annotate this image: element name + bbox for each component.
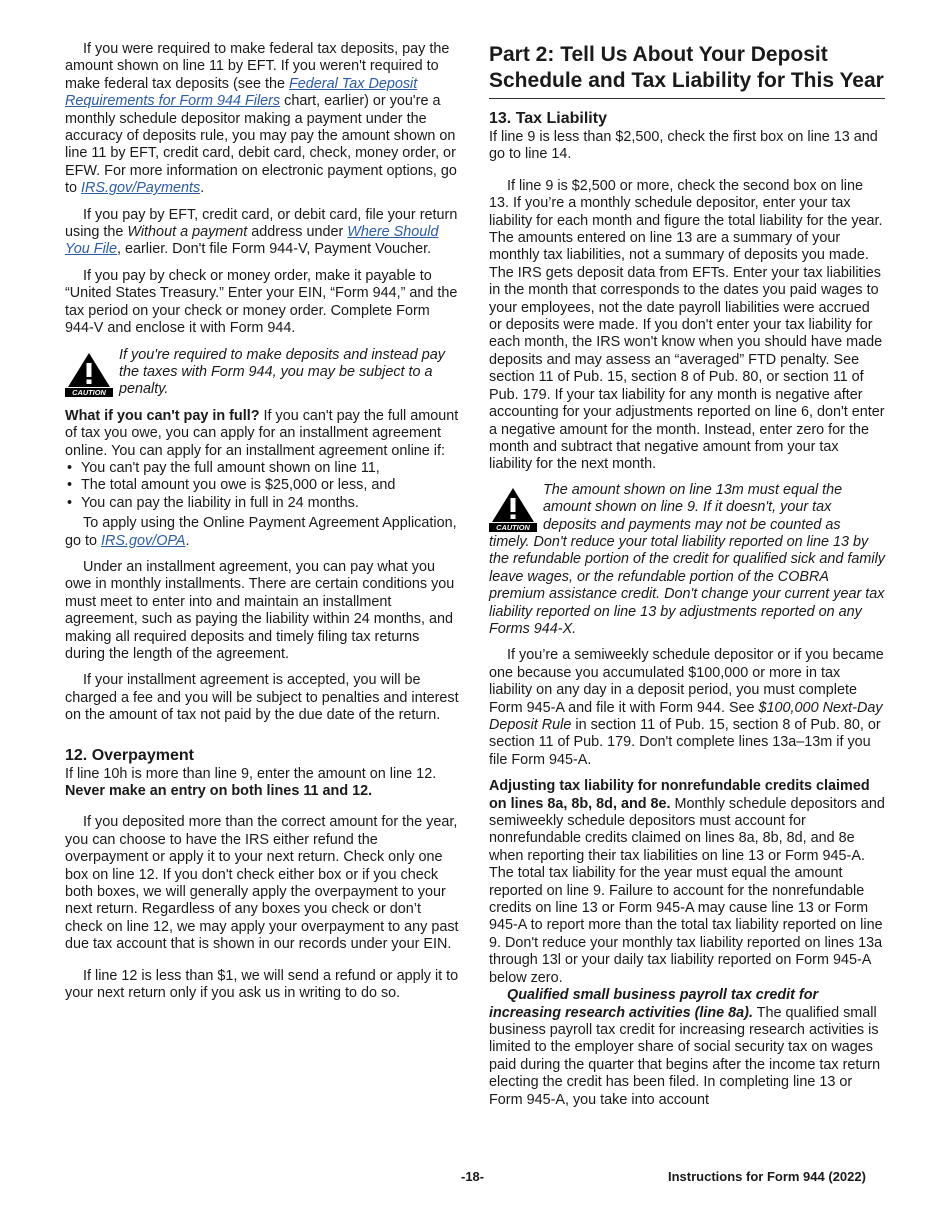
small-refund-paragraph: If line 12 is less than $1, we will send a refund or apply it to your next return only if you ask us in writing to do so. <box>65 967 459 1002</box>
semiweekly-depositor-paragraph: If you’re a semiweekly schedule depositor or if you became one because you accumulated $100,000 or more in tax liability on any day in a deposit period, you must complete Form 945-A and file it with Form 944. See $100,000 Next-Day Deposit Rule in section 11 of Pub. 15, section 8 of Pub. 80, or section 11 of Pub. 179. Don't complete lines 13a–13m if you file Form 945-A. <box>489 647 884 768</box>
payment-methods-paragraph: If you were required to make federal tax deposits, pay the amount shown on line 11 by EFT. If you weren't required to make federal tax deposits (see the Federal Tax Deposit Requirements for Form 944 Filers chart, earlier) or you're a monthly schedule depositor making a payment under the accuracy of deposits rule, you may pay the amount shown on line 11 by EFT, credit card, debit card, check, money order, or EFW. For more information on electronic payment options, go to IRS.gov/Payments. <box>65 41 457 197</box>
caution-icon <box>65 351 113 397</box>
caution-label: CAUTION <box>72 387 106 397</box>
part-2-title: Part 2: Tell Us About Your Deposit Schedule and Tax Liability for This Year <box>489 42 885 99</box>
cant-pay-paragraph: What if you can't pay in full? If you can't pay the full amount of tax you owe, you can apply for an installment agreement online. You can apply for an installment agreement online if: <box>65 407 459 459</box>
document-title-footer: Instructions for Form 944 (2022) <box>668 1169 866 1184</box>
installment-fee-paragraph: If your installment agreement is accepted, you will be charged a fee and you will be subject to penalties and interest on the amount of tax not paid by the due date of the return. <box>65 672 459 724</box>
installment-conditions-list <box>65 460 460 512</box>
line-13-first-box-paragraph: If line 9 is less than $2,500, check the first box on line 13 and go to line 14. <box>489 129 878 163</box>
caution-icon <box>489 486 537 532</box>
caution-label: CAUTION <box>496 522 530 532</box>
overpayment-intro-paragraph: If line 10h is more than line 9, enter the amount on line 12. Never make an entry on both lines 11 and 12. <box>65 765 437 800</box>
where-should-you-file-link[interactable]: Where Should You File <box>65 224 439 258</box>
irs-payments-link[interactable]: IRS.gov/Payments <box>81 180 201 197</box>
caution-note-penalty: CAUTION If you're required to make deposits and instead pay the taxes with Form 944, you may be subject to a penalty. <box>65 347 460 399</box>
research-credit-paragraph: Qualified small business payroll tax credit for increasing research activities (line 8a). The qualified small business payroll tax credit for increasing research activities is limited to the employer share of social security tax on wages paid during the quarter that begins after the income tax return electing the credit has been filed. In completing line 13 or Form 945-A, you take into account <box>489 987 881 1108</box>
left-column <box>65 41 460 1003</box>
nonrefundable-credits-paragraph: Adjusting tax liability for nonrefundable credits claimed on lines 8a, 8b, 8d, and 8e. Monthly schedule depositors and semiweekly schedule depositors must account for nonrefundable credits claimed on lines 8a, 8b, 8d, and 8e when reporting their tax liabilities on line 13 or Form 945-A. The total tax liability for the year must equal the amount reported on line 9. Failure to account for the nonrefundable credits on line 13 or Form 945-A may cause line 13 or Form 945-A to report more than the total tax liability reported on line 9. Don't reduce your monthly tax liability reported on lines 13a through 13l or your daily tax liability reported on Form 945-A below zero. <box>489 778 885 986</box>
caution-note-line-13m: CAUTION The amount shown on line 13m must equal the amount shown on line 9. If it doesn't, your tax deposits and payments may not be counted as timely. Don't reduce your total liability reported on line 13 by the refundable portion of the credit for qualified sick and family leave wages, or the refundable portion of the COBRA premium assistance credit. Don't change your current year tax liability reported on line 13 by adjustments reported on any Forms 944-X. <box>489 481 885 637</box>
ftd-requirements-link[interactable]: Federal Tax Deposit Requirements for Form 944 Filers <box>65 75 418 110</box>
overpayment-refund-paragraph: If you deposited more than the correct amount for the year, you can choose to have the IRS either refund the overpayment or apply it to your next return. Check only one box on line 12. If you don't check either box or if you check both boxes, we will generally apply the overpayment to your next return. Regardless of any boxes you check or don’t check on line 12, we may apply your overpayment to any past due tax account that is shown in our records under your EIN. <box>65 814 459 953</box>
page-number: -18- <box>461 1169 485 1184</box>
eft-filing-paragraph: If you pay by EFT, credit card, or debit card, file your return using the Without a payment address under Where Should You File, earlier. Don't file Form 944-V, Payment Voucher. <box>65 206 458 258</box>
monthly-liability-paragraph: If line 9 is $2,500 or more, check the second box on line 13. If you’re a monthly schedule depositor, enter your tax liability for each month and figure the total liability for the year. The amounts entered on line 13 are a summary of your monthly tax liabilities, not a summary of deposits you made. The IRS gets deposit data from EFTs. Enter your tax liabilities in the month that corresponds to the dates you paid wages to your employees, not the date payroll liabilities were accrued or deposits were made. If you don't enter your tax liability for each month, the IRS won't know when you should have made deposits and may assess an “averaged” FTD penalty. See section 11 of Pub. 15, section 8 of Pub. 80, or section 11 of Pub. 179. If your tax liability for any month is negative after accounting for your adjustments reported on line 6, don't enter a negative amount for the month. Instead, enter zero for the month and subtract that negative amount from your tax liability for the next month. <box>489 177 885 473</box>
right-column <box>489 41 885 1109</box>
irs-opa-link[interactable]: IRS.gov/OPA <box>101 532 186 549</box>
tax-liability-heading: 13. Tax Liability <box>489 110 607 127</box>
overpayment-heading: 12. Overpayment <box>65 746 194 764</box>
list-item: • The total amount you owe is $25,000 or less, and <box>65 477 460 494</box>
list-item: • You can pay the liability in full in 24 months. <box>65 495 460 512</box>
list-item: • You can't pay the full amount shown on line 11, <box>65 460 460 477</box>
check-payment-paragraph: If you pay by check or money order, make it payable to “United States Treasury.” Enter your EIN, “Form 944,” and the tax period on your check or money order. Complete Form 944-V and enclose it with Form 944. <box>65 267 458 337</box>
installment-agreement-paragraph: Under an installment agreement, you can pay what you owe in monthly installments. There are certain conditions you must meet to enter into and maintain an installment agreement, such as paying the liability within 24 months, and making all required deposits and timely filing tax returns during the length of the agreement. <box>65 558 455 662</box>
opa-paragraph: To apply using the Online Payment Agreement Application, go to IRS.gov/OPA. <box>65 515 457 549</box>
